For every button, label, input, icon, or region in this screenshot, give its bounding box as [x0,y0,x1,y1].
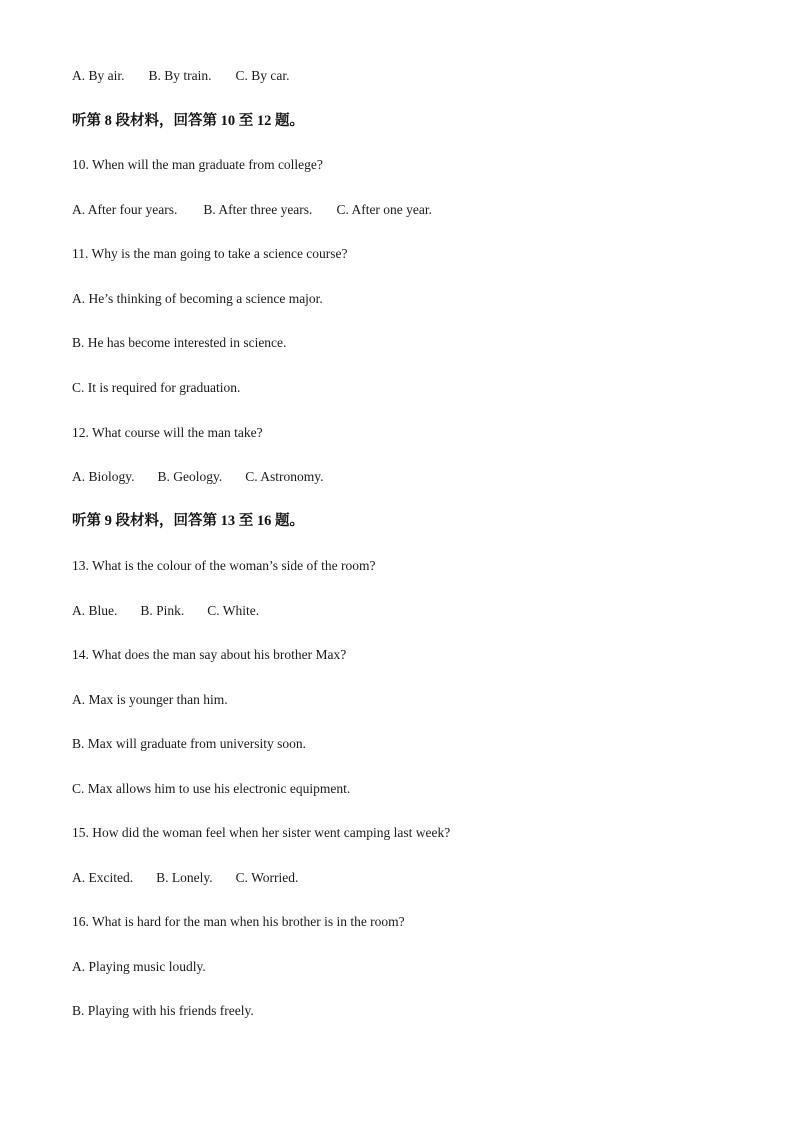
section-9-heading: 听第 9 段材料，回答第 13 至 16 题。 [72,513,304,529]
q15-option-a: A. Excited. [72,870,134,885]
q11-option-b: B. He has become interested in science. [72,335,287,350]
q9-option-a: A. By air. [72,68,125,83]
q15-options [72,869,298,887]
q14-question: 14. What does the man say about his brother Max? [72,647,347,662]
q14-option-a: A. Max is younger than him. [72,692,228,707]
q16-option-b: B. Playing with his friends freely. [72,1003,254,1018]
q11-option-c: C. It is required for graduation. [72,380,241,395]
q10-option-b: B. After three years. [203,202,313,217]
q13-option-c: C. White. [207,603,260,618]
q15-question: 15. How did the woman feel when her sister went camping last week? [72,825,451,840]
q14-option-b: B. Max will graduate from university soon. [72,736,306,751]
q16-option-a: A. Playing music loudly. [72,959,206,974]
q15-option-c: C. Worried. [235,870,299,885]
section-8-heading: 听第 8 段材料，回答第 10 至 12 题。 [72,113,304,129]
q12-option-a: A. Biology. [72,469,135,484]
q13-options [72,602,259,620]
q12-question: 12. What course will the man take? [72,425,263,440]
q13-option-b: B. Pink. [140,603,185,618]
q10-question: 10. When will the man graduate from college? [72,157,323,172]
q12-options [72,468,324,486]
q11-question: 11. Why is the man going to take a science course? [72,246,348,261]
q15-option-b: B. Lonely. [156,870,213,885]
q12-option-b: B. Geology. [157,469,223,484]
q9-options [72,67,290,85]
q12-option-c: C. Astronomy. [245,469,324,484]
q10-option-c: C. After one year. [336,202,433,217]
q14-option-c: C. Max allows him to use his electronic equipment. [72,781,351,796]
q13-option-a: A. Blue. [72,603,118,618]
q10-option-a: A. After four years. [72,202,178,217]
q11-option-a: A. He’s thinking of becoming a science major. [72,291,323,306]
q13-question: 13. What is the colour of the woman’s side of the room? [72,558,376,573]
q16-question: 16. What is hard for the man when his brother is in the room? [72,914,405,929]
q9-option-c: C. By car. [235,68,290,83]
q10-options [72,201,432,219]
q9-option-b: B. By train. [148,68,212,83]
